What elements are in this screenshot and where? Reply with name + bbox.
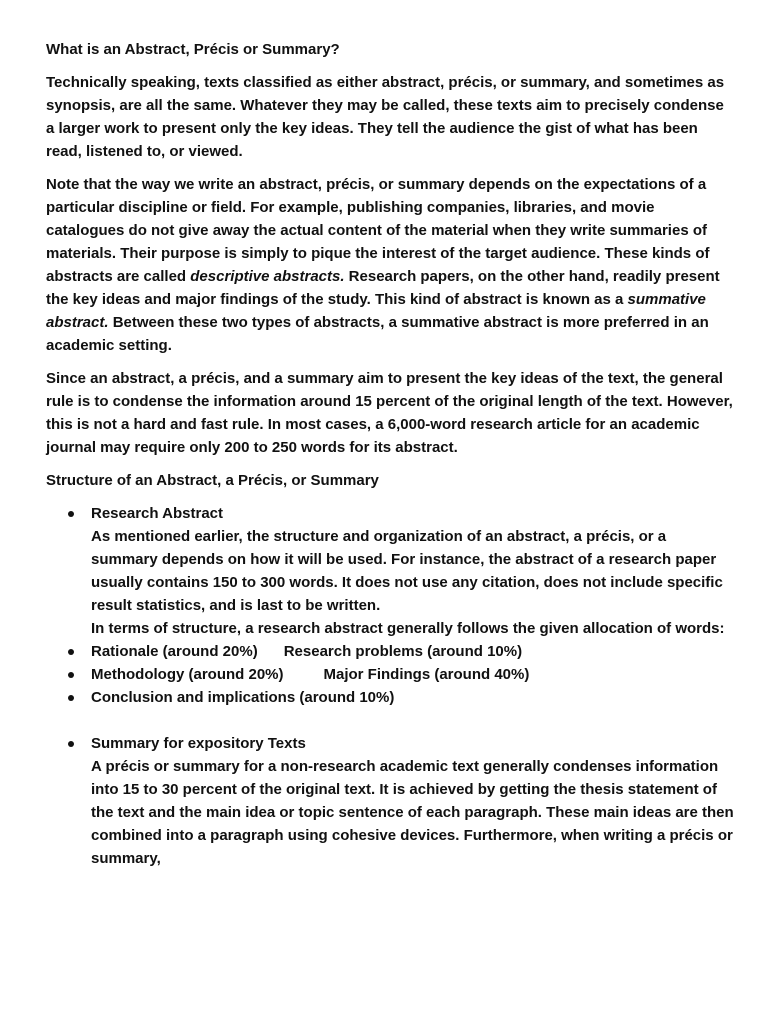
allocation-conclusion: Conclusion and implications (around 10%) — [91, 689, 395, 706]
list-item-allocation — [46, 686, 736, 709]
allocation-major-findings: Major Findings (around 40%) — [323, 666, 530, 683]
allocation-rationale: Rationale (around 20%) — [91, 643, 258, 660]
bullet-icon — [68, 649, 74, 655]
bullet-icon — [68, 741, 74, 747]
structure-list — [46, 502, 736, 870]
term-descriptive-abstracts: descriptive abstracts. — [190, 268, 345, 285]
paragraph-definition: Technically speaking, texts classified as either abstract, précis, or summary, and sometimes as synopsis, are all the same. Whatever they may be called, these texts aim to precisely condense a larger work to present only the key ideas. They tell the audience the gist of what has been read, listened to, or viewed. — [46, 74, 725, 160]
paragraph-discipline-part-b: Research papers, on the other hand, readily present the key ideas and major findings of the study. This kind of abstract is known as a — [46, 268, 720, 308]
structure-heading: Structure of an Abstract, a Précis, or Summary — [46, 472, 379, 489]
paragraph-discipline-part-a: Note that the way we write an abstract, précis, or summary depends on the expectations of a particular discipline or field. For example, publishing companies, libraries, and movie catalogues do not give away the actual content of the material when they write summaries of materials. Their purpose is simply to pique the interest of the target audience. These kinds of abstracts are called — [46, 176, 710, 285]
list-item-allocation — [46, 663, 736, 686]
bullet-icon — [68, 511, 74, 517]
list-spacer — [46, 709, 736, 732]
list-item-summary-expository — [46, 732, 736, 870]
research-abstract-body: As mentioned earlier, the structure and organization of an abstract, a précis, or a summary depends on how it will be used. For instance, the abstract of a research paper usually contains 150 to 300 words. It does not use any citation, does not include specific result statistics, and is last to be written. — [91, 528, 723, 614]
research-abstract-title: Research Abstract — [91, 505, 224, 522]
summary-expository-body: A précis or summary for a non-research academic text generally condenses information into 15 to 30 percent of the original text. It is achieved by getting the thesis statement of the text and the main idea or topic sentence of each paragraph. These main ideas are then combined into a paragraph using cohesive devices. Furthermore, when writing a précis or summary, — [91, 758, 734, 867]
list-item-research-abstract — [46, 502, 736, 640]
allocation-research-problems: Research problems (around 10%) — [283, 643, 523, 660]
research-abstract-allocation-intro: In terms of structure, a research abstract generally follows the given allocation of words: — [91, 620, 725, 637]
summary-expository-title: Summary for expository Texts — [91, 735, 306, 752]
allocation-methodology: Methodology (around 20%) — [91, 666, 284, 683]
paragraph-length-rule: Since an abstract, a précis, and a summary aim to present the key ideas of the text, the general rule is to condense the information around 15 percent of the original length of the text. However, this is not a hard and fast rule. In most cases, a 6,000-word research article for an academic journal may require only 200 to 250 words for its abstract. — [46, 370, 733, 456]
document-title: What is an Abstract, Précis or Summary? — [46, 41, 340, 58]
term-summative-abstract: summative abstract. — [46, 291, 706, 331]
paragraph-discipline-part-c: Between these two types of abstracts, a summative abstract is more preferred in an academic setting. — [46, 314, 709, 354]
paragraph-discipline — [46, 173, 736, 357]
document-body — [46, 38, 736, 870]
bullet-icon — [68, 672, 74, 678]
list-item-allocation — [46, 640, 736, 663]
bullet-icon — [68, 695, 74, 701]
